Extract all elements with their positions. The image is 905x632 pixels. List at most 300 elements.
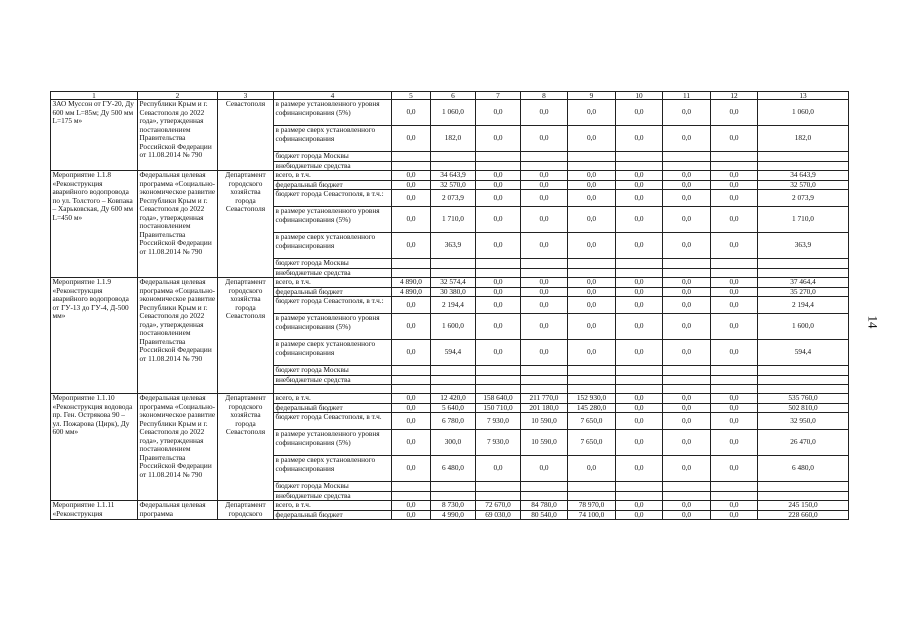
amount-cell: 5 640,0 xyxy=(431,403,476,413)
amount-cell: 0,0 xyxy=(663,126,711,152)
amount-cell: 6 480,0 xyxy=(758,456,849,482)
amount-cell: 0,0 xyxy=(616,126,663,152)
amount-cell: 0,0 xyxy=(663,340,711,366)
amount-cell: 10 590,0 xyxy=(521,413,568,430)
amount-cell: 0,0 xyxy=(392,171,431,181)
amount-cell xyxy=(431,385,476,394)
amount-cell: 4 990,0 xyxy=(431,510,476,520)
amount-cell: 0,0 xyxy=(392,233,431,259)
amount-cell xyxy=(392,375,431,385)
amount-cell: 594,4 xyxy=(431,340,476,366)
column-header: 12 xyxy=(711,92,758,100)
executor-cell: Департамент городского хозяйства города Севастополя xyxy=(218,171,274,278)
funding-source-cell: федеральный бюджет xyxy=(274,510,392,520)
measure-name-cell: Мероприятие 1.1.10 «Реконструкция водовода пр. Ген. Острякова 90 – ул. Пожарова (Цирк), Ду 600 мм» xyxy=(51,394,138,501)
amount-cell: 0,0 xyxy=(616,278,663,288)
amount-cell: 0,0 xyxy=(392,403,431,413)
amount-cell: 0,0 xyxy=(476,233,521,259)
amount-cell: 30 380,0 xyxy=(431,287,476,297)
amount-cell: 69 030,0 xyxy=(476,510,521,520)
amount-cell xyxy=(476,385,521,394)
amount-cell: 0,0 xyxy=(616,403,663,413)
funding-source-cell: федеральный бюджет xyxy=(274,180,392,190)
funding-source-cell: бюджет города Москвы xyxy=(274,259,392,269)
amount-cell: 0,0 xyxy=(711,233,758,259)
amount-cell xyxy=(568,375,616,385)
amount-cell xyxy=(521,491,568,501)
amount-cell: 32 950,0 xyxy=(758,413,849,430)
funding-source-cell: всего, в т.ч. xyxy=(274,278,392,288)
measure-name-cell: Мероприятие 1.1.8 «Реконструкция аварийного водопровода по ул. Толстого – Ковпака – Харьковская, Ду 600 мм L=450 м» xyxy=(51,171,138,278)
amount-cell: 6 480,0 xyxy=(431,456,476,482)
amount-cell xyxy=(521,375,568,385)
executor-cell: Севастополя xyxy=(218,100,274,171)
table-row xyxy=(51,278,849,288)
amount-cell: 152 930,0 xyxy=(568,394,616,404)
amount-cell xyxy=(568,482,616,492)
amount-cell: 34 643,9 xyxy=(431,171,476,181)
funding-source-cell: бюджет города Москвы xyxy=(274,152,392,162)
amount-cell: 0,0 xyxy=(521,233,568,259)
amount-cell: 0,0 xyxy=(663,456,711,482)
amount-cell xyxy=(758,375,849,385)
amount-cell xyxy=(616,491,663,501)
amount-cell xyxy=(663,375,711,385)
amount-cell xyxy=(616,268,663,278)
amount-cell xyxy=(521,161,568,171)
amount-cell: 0,0 xyxy=(521,297,568,314)
amount-cell: 0,0 xyxy=(663,430,711,456)
amount-cell xyxy=(431,482,476,492)
amount-cell xyxy=(568,259,616,269)
program-cell: Федеральная целевая программа «Социально-экономическое развитие Республики Крым и г. Севастополя до 2022 года», утвержденная постановлением Правительства Российской Федерации от 11.08.2014 № 790 xyxy=(138,171,218,278)
funding-source-cell: бюджет города Севастополя, в т.ч.: xyxy=(274,190,392,207)
amount-cell xyxy=(568,491,616,501)
amount-cell: 1 060,0 xyxy=(431,100,476,126)
amount-cell: 0,0 xyxy=(392,207,431,233)
column-header: 1 xyxy=(51,92,138,100)
amount-cell: 0,0 xyxy=(476,456,521,482)
amount-cell: 2 073,9 xyxy=(758,190,849,207)
amount-cell xyxy=(568,268,616,278)
amount-cell: 1 600,0 xyxy=(758,314,849,340)
amount-cell: 300,0 xyxy=(431,430,476,456)
amount-cell: 0,0 xyxy=(663,278,711,288)
amount-cell: 0,0 xyxy=(521,100,568,126)
amount-cell xyxy=(663,385,711,394)
amount-cell: 0,0 xyxy=(616,233,663,259)
amount-cell: 7 930,0 xyxy=(476,413,521,430)
program-cell: Федеральная целевая программа «Социально-экономическое развитие Республики Крым и г. Севастополя до 2022 года», утвержденная постановлением Правительства Российской Федерации от 11.08.2014 № 790 xyxy=(138,394,218,501)
amount-cell: 0,0 xyxy=(663,501,711,511)
amount-cell: 4 890,0 xyxy=(392,278,431,288)
executor-cell: Департамент городского хозяйства города Севастополя xyxy=(218,394,274,501)
program-cell: Федеральная целевая программа xyxy=(138,501,218,520)
amount-cell: 0,0 xyxy=(616,394,663,404)
amount-cell: 0,0 xyxy=(476,297,521,314)
amount-cell: 0,0 xyxy=(476,278,521,288)
funding-source-cell: внебюджетные средства xyxy=(274,375,392,385)
amount-cell: 0,0 xyxy=(616,501,663,511)
amount-cell: 0,0 xyxy=(521,171,568,181)
amount-cell: 32 570,0 xyxy=(758,180,849,190)
column-header: 4 xyxy=(274,92,392,100)
amount-cell: 0,0 xyxy=(711,100,758,126)
amount-cell: 0,0 xyxy=(392,314,431,340)
amount-cell xyxy=(711,385,758,394)
budget-table xyxy=(50,91,849,520)
amount-cell xyxy=(616,366,663,376)
measure-name-cell: Мероприятие 1.1.9 «Реконструкция аварийного водопровода от ГУ-13 до ГУ-4, Д-500 мм» xyxy=(51,278,138,394)
amount-cell xyxy=(711,259,758,269)
amount-cell xyxy=(521,268,568,278)
amount-cell: 0,0 xyxy=(568,278,616,288)
table-row xyxy=(51,100,849,126)
amount-cell: 0,0 xyxy=(568,100,616,126)
amount-cell: 0,0 xyxy=(711,501,758,511)
amount-cell: 0,0 xyxy=(568,126,616,152)
amount-cell xyxy=(663,268,711,278)
amount-cell xyxy=(711,482,758,492)
amount-cell: 502 810,0 xyxy=(758,403,849,413)
amount-cell: 0,0 xyxy=(711,314,758,340)
amount-cell: 7 650,0 xyxy=(568,430,616,456)
amount-cell: 84 780,0 xyxy=(521,501,568,511)
amount-cell: 78 970,0 xyxy=(568,501,616,511)
amount-cell: 0,0 xyxy=(392,394,431,404)
amount-cell xyxy=(431,366,476,376)
amount-cell: 0,0 xyxy=(568,287,616,297)
column-header: 6 xyxy=(431,92,476,100)
amount-cell: 0,0 xyxy=(521,456,568,482)
amount-cell: 0,0 xyxy=(392,190,431,207)
amount-cell: 0,0 xyxy=(663,510,711,520)
amount-cell xyxy=(521,152,568,162)
table-row xyxy=(51,501,849,511)
amount-cell: 0,0 xyxy=(711,278,758,288)
amount-cell: 0,0 xyxy=(711,287,758,297)
amount-cell xyxy=(568,385,616,394)
funding-source-cell: бюджет города Москвы xyxy=(274,482,392,492)
amount-cell: 158 640,0 xyxy=(476,394,521,404)
amount-cell xyxy=(431,161,476,171)
amount-cell: 0,0 xyxy=(711,403,758,413)
funding-source-cell: внебюджетные средства xyxy=(274,491,392,501)
amount-cell xyxy=(476,268,521,278)
amount-cell xyxy=(392,268,431,278)
table-row xyxy=(51,394,849,404)
amount-cell: 6 780,0 xyxy=(431,413,476,430)
amount-cell xyxy=(758,259,849,269)
amount-cell: 363,9 xyxy=(431,233,476,259)
amount-cell: 201 180,0 xyxy=(521,403,568,413)
amount-cell xyxy=(758,161,849,171)
amount-cell: 0,0 xyxy=(663,287,711,297)
amount-cell: 0,0 xyxy=(711,190,758,207)
amount-cell xyxy=(521,482,568,492)
amount-cell: 0,0 xyxy=(521,287,568,297)
amount-cell xyxy=(521,366,568,376)
amount-cell xyxy=(431,152,476,162)
amount-cell: 0,0 xyxy=(392,297,431,314)
amount-cell: 0,0 xyxy=(616,180,663,190)
amount-cell xyxy=(711,161,758,171)
amount-cell xyxy=(711,366,758,376)
amount-cell: 0,0 xyxy=(521,190,568,207)
column-header: 2 xyxy=(138,92,218,100)
measure-name-cell: Мероприятие 1.1.11 «Реконструкция xyxy=(51,501,138,520)
amount-cell: 0,0 xyxy=(616,100,663,126)
amount-cell xyxy=(392,161,431,171)
amount-cell xyxy=(663,161,711,171)
amount-cell xyxy=(392,385,431,394)
amount-cell: 0,0 xyxy=(521,180,568,190)
program-cell: Федеральная целевая программа «Социально-экономическое развитие Республики Крым и г. Севастополя до 2022 года», утвержденная постановлением Правительства Российской Федерации от 11.08.2014 № 790 xyxy=(138,278,218,394)
amount-cell: 0,0 xyxy=(392,340,431,366)
amount-cell xyxy=(758,268,849,278)
amount-cell: 0,0 xyxy=(711,171,758,181)
column-header: 3 xyxy=(218,92,274,100)
amount-cell: 0,0 xyxy=(616,287,663,297)
amount-cell: 0,0 xyxy=(476,190,521,207)
amount-cell: 535 760,0 xyxy=(758,394,849,404)
amount-cell: 0,0 xyxy=(392,430,431,456)
amount-cell: 0,0 xyxy=(616,413,663,430)
amount-cell: 0,0 xyxy=(663,403,711,413)
amount-cell: 0,0 xyxy=(711,394,758,404)
amount-cell: 80 540,0 xyxy=(521,510,568,520)
amount-cell: 0,0 xyxy=(711,126,758,152)
amount-cell: 0,0 xyxy=(521,340,568,366)
column-header: 13 xyxy=(758,92,849,100)
amount-cell xyxy=(758,366,849,376)
amount-cell xyxy=(392,152,431,162)
amount-cell: 74 100,0 xyxy=(568,510,616,520)
amount-cell: 211 770,0 xyxy=(521,394,568,404)
amount-cell: 0,0 xyxy=(392,180,431,190)
amount-cell xyxy=(392,491,431,501)
amount-cell: 0,0 xyxy=(476,340,521,366)
amount-cell: 0,0 xyxy=(616,171,663,181)
amount-cell xyxy=(663,482,711,492)
column-header: 8 xyxy=(521,92,568,100)
amount-cell: 0,0 xyxy=(711,207,758,233)
amount-cell xyxy=(568,161,616,171)
amount-cell: 0,0 xyxy=(616,297,663,314)
column-header: 7 xyxy=(476,92,521,100)
funding-source-cell: в размере сверх установленного софинансирования xyxy=(274,233,392,259)
amount-cell: 0,0 xyxy=(476,287,521,297)
amount-cell: 1 710,0 xyxy=(758,207,849,233)
amount-cell: 0,0 xyxy=(711,413,758,430)
amount-cell: 0,0 xyxy=(568,190,616,207)
amount-cell: 0,0 xyxy=(476,180,521,190)
funding-source-cell: в размере установленного уровня софинансирования (5%) xyxy=(274,100,392,126)
executor-cell: Департамент городского хозяйства города Севастополя xyxy=(218,278,274,394)
executor-cell: Департамент городского xyxy=(218,501,274,520)
funding-source-cell: в размере сверх установленного софинансирования xyxy=(274,126,392,152)
amount-cell: 0,0 xyxy=(663,394,711,404)
table-row xyxy=(51,171,849,181)
amount-cell xyxy=(431,259,476,269)
amount-cell: 0,0 xyxy=(663,100,711,126)
amount-cell: 0,0 xyxy=(711,456,758,482)
amount-cell xyxy=(758,152,849,162)
amount-cell: 0,0 xyxy=(711,510,758,520)
amount-cell: 0,0 xyxy=(663,180,711,190)
amount-cell: 363,9 xyxy=(758,233,849,259)
amount-cell: 0,0 xyxy=(521,207,568,233)
amount-cell: 0,0 xyxy=(663,207,711,233)
amount-cell: 26 470,0 xyxy=(758,430,849,456)
amount-cell xyxy=(476,152,521,162)
amount-cell xyxy=(711,152,758,162)
amount-cell xyxy=(616,259,663,269)
amount-cell xyxy=(711,375,758,385)
amount-cell xyxy=(568,152,616,162)
amount-cell xyxy=(663,152,711,162)
funding-source-cell: всего, в т.ч. xyxy=(274,171,392,181)
amount-cell: 0,0 xyxy=(711,297,758,314)
amount-cell: 228 660,0 xyxy=(758,510,849,520)
amount-cell: 0,0 xyxy=(392,100,431,126)
amount-cell: 10 590,0 xyxy=(521,430,568,456)
amount-cell: 145 280,0 xyxy=(568,403,616,413)
amount-cell: 0,0 xyxy=(616,456,663,482)
amount-cell xyxy=(616,482,663,492)
amount-cell: 0,0 xyxy=(568,171,616,181)
amount-cell: 7 650,0 xyxy=(568,413,616,430)
amount-cell: 0,0 xyxy=(392,510,431,520)
amount-cell: 8 730,0 xyxy=(431,501,476,511)
funding-source-cell: всего, в т.ч. xyxy=(274,394,392,404)
amount-cell xyxy=(392,482,431,492)
amount-cell: 72 670,0 xyxy=(476,501,521,511)
amount-cell: 0,0 xyxy=(568,340,616,366)
amount-cell xyxy=(663,259,711,269)
funding-source-cell xyxy=(274,385,392,394)
funding-source-cell: внебюджетные средства xyxy=(274,161,392,171)
amount-cell: 1 060,0 xyxy=(758,100,849,126)
measure-name-cell: ЗАО Муссон от ГУ-20, Ду 600 мм L=85м; Ду 500 мм L=175 м» xyxy=(51,100,138,171)
amount-cell: 0,0 xyxy=(568,314,616,340)
amount-cell: 0,0 xyxy=(663,233,711,259)
amount-cell: 32 570,0 xyxy=(431,180,476,190)
amount-cell xyxy=(476,491,521,501)
amount-cell: 182,0 xyxy=(758,126,849,152)
program-cell: Республики Крым и г. Севастополя до 2022 года», утвержденная постановлением Правительства Российской Федерации от 11.08.2014 № 790 xyxy=(138,100,218,171)
column-header: 11 xyxy=(663,92,711,100)
amount-cell: 35 270,0 xyxy=(758,287,849,297)
amount-cell: 12 420,0 xyxy=(431,394,476,404)
amount-cell xyxy=(616,152,663,162)
amount-cell: 0,0 xyxy=(568,456,616,482)
amount-cell xyxy=(521,385,568,394)
amount-cell: 0,0 xyxy=(616,510,663,520)
amount-cell xyxy=(663,366,711,376)
amount-cell: 0,0 xyxy=(663,413,711,430)
amount-cell: 0,0 xyxy=(392,501,431,511)
amount-cell xyxy=(568,366,616,376)
funding-source-cell: в размере сверх установленного софинансирования xyxy=(274,340,392,366)
amount-cell xyxy=(476,161,521,171)
amount-cell: 0,0 xyxy=(616,207,663,233)
amount-cell xyxy=(392,259,431,269)
amount-cell: 37 464,4 xyxy=(758,278,849,288)
amount-cell: 0,0 xyxy=(711,180,758,190)
header-row xyxy=(51,92,849,100)
amount-cell xyxy=(758,385,849,394)
amount-cell: 0,0 xyxy=(476,126,521,152)
amount-cell: 0,0 xyxy=(663,314,711,340)
amount-cell: 0,0 xyxy=(392,126,431,152)
amount-cell: 0,0 xyxy=(476,171,521,181)
amount-cell: 0,0 xyxy=(392,413,431,430)
column-header: 5 xyxy=(392,92,431,100)
funding-source-cell: бюджет города Севастополя, в т.ч.: xyxy=(274,297,392,314)
amount-cell: 0,0 xyxy=(568,233,616,259)
amount-cell: 1 710,0 xyxy=(431,207,476,233)
funding-source-cell: в размере установленного уровня софинансирования (5%) xyxy=(274,314,392,340)
funding-source-cell: федеральный бюджет xyxy=(274,403,392,413)
amount-cell: 0,0 xyxy=(663,171,711,181)
amount-cell: 0,0 xyxy=(568,297,616,314)
amount-cell: 0,0 xyxy=(616,340,663,366)
amount-cell xyxy=(476,375,521,385)
column-header: 9 xyxy=(568,92,616,100)
amount-cell: 34 643,9 xyxy=(758,171,849,181)
amount-cell: 0,0 xyxy=(521,126,568,152)
amount-cell: 0,0 xyxy=(663,297,711,314)
amount-cell xyxy=(431,268,476,278)
amount-cell xyxy=(431,491,476,501)
amount-cell: 0,0 xyxy=(616,430,663,456)
amount-cell xyxy=(616,375,663,385)
amount-cell: 594,4 xyxy=(758,340,849,366)
column-header: 10 xyxy=(616,92,663,100)
amount-cell: 2 194,4 xyxy=(431,297,476,314)
funding-source-cell: в размере установленного уровня софинансирования (5%) xyxy=(274,430,392,456)
amount-cell: 0,0 xyxy=(521,278,568,288)
amount-cell: 150 710,0 xyxy=(476,403,521,413)
amount-cell: 0,0 xyxy=(476,314,521,340)
funding-source-cell: бюджет города Севастополя, в т.ч. xyxy=(274,413,392,430)
funding-source-cell: внебюджетные средства xyxy=(274,268,392,278)
funding-source-cell: в размере установленного уровня софинансирования (5%) xyxy=(274,207,392,233)
amount-cell xyxy=(758,491,849,501)
funding-source-cell: федеральный бюджет xyxy=(274,287,392,297)
amount-cell: 0,0 xyxy=(616,190,663,207)
amount-cell xyxy=(392,366,431,376)
amount-cell: 32 574,4 xyxy=(431,278,476,288)
amount-cell: 0,0 xyxy=(392,456,431,482)
amount-cell: 0,0 xyxy=(711,340,758,366)
amount-cell xyxy=(476,259,521,269)
amount-cell xyxy=(758,482,849,492)
funding-source-cell: всего, в т.ч. xyxy=(274,501,392,511)
amount-cell: 0,0 xyxy=(568,180,616,190)
amount-cell: 182,0 xyxy=(431,126,476,152)
amount-cell xyxy=(616,161,663,171)
amount-cell xyxy=(663,491,711,501)
amount-cell xyxy=(616,385,663,394)
amount-cell xyxy=(521,259,568,269)
amount-cell: 0,0 xyxy=(521,314,568,340)
amount-cell: 0,0 xyxy=(663,190,711,207)
amount-cell: 0,0 xyxy=(476,100,521,126)
amount-cell: 1 600,0 xyxy=(431,314,476,340)
amount-cell: 0,0 xyxy=(568,207,616,233)
